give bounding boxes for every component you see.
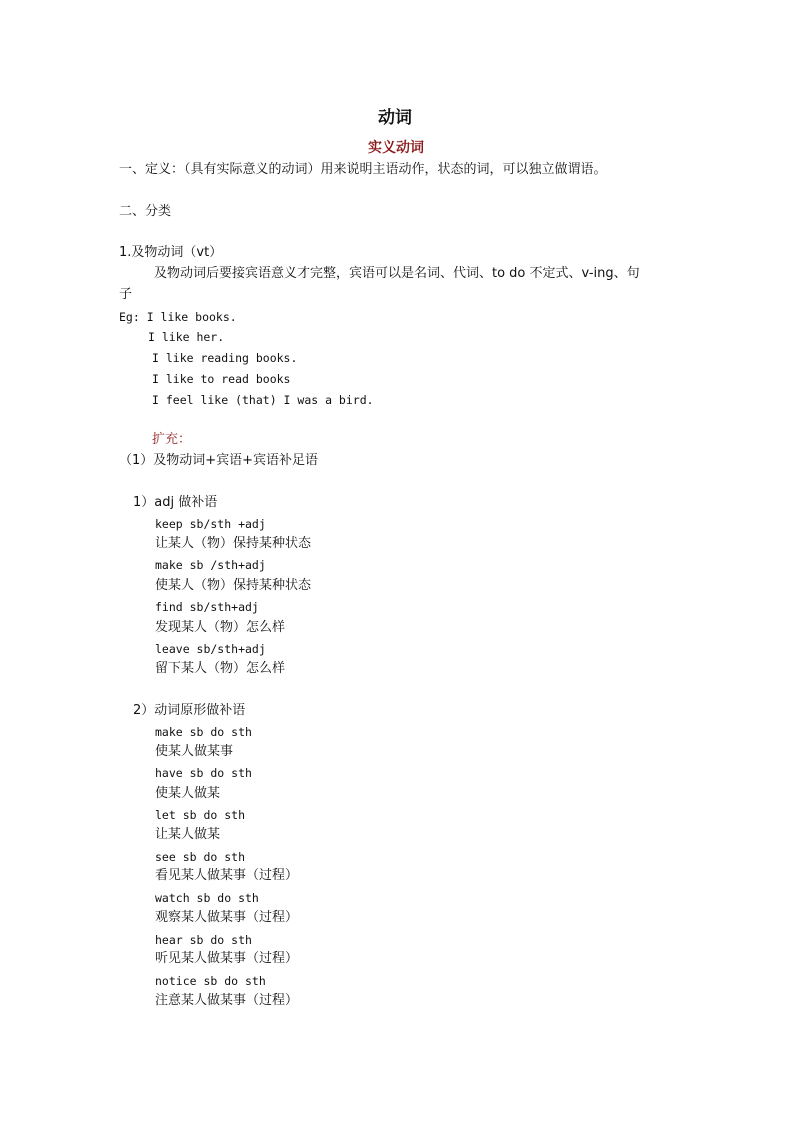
meaning-line: 留下某人（物）怎么样 [155, 661, 286, 676]
section-heading-classification: 二、分类 [119, 204, 172, 219]
bare-infinitive-heading: 2）动词原形做补语 [133, 703, 246, 718]
pattern-line: keep sb/sth +adj [155, 517, 266, 531]
meaning-line: 看见某人做某事（过程） [155, 868, 299, 883]
meaning-line: 发现某人（物）怎么样 [155, 620, 286, 635]
extension-heading: （1）及物动词+宾语+宾语补足语 [119, 453, 319, 468]
meaning-line: 使某人做某事 [155, 744, 234, 759]
example-line: I like reading books. [152, 351, 298, 365]
example-line: I like to read books [152, 372, 291, 386]
transitive-verb-desc-line2: 子 [119, 287, 133, 302]
pattern-line: make sb /sth+adj [155, 558, 266, 572]
pattern-line: see sb do sth [155, 850, 246, 864]
pattern-line: find sb/sth+adj [155, 600, 259, 614]
pattern-line: notice sb do sth [155, 974, 266, 988]
meaning-line: 观察某人做某事（过程） [155, 910, 299, 925]
transitive-verb-heading: 1.及物动词（vt） [119, 245, 223, 260]
adj-complement-heading: 1）adj 做补语 [133, 495, 218, 510]
meaning-line: 使某人做某 [155, 786, 221, 801]
meaning-line: 听见某人做某事（过程） [155, 951, 299, 966]
meaning-line: 注意某人做某事（过程） [155, 993, 299, 1008]
pattern-line: watch sb do sth [155, 891, 259, 905]
example-line: Eg: I like books. [119, 310, 237, 324]
pattern-line: have sb do sth [155, 766, 252, 780]
pattern-line: let sb do sth [155, 808, 246, 822]
pattern-line: leave sb/sth+adj [155, 642, 266, 656]
definition-line: 一、定义：（具有实际意义的动词）用来说明主语动作，状态的词，可以独立做谓语。 [119, 162, 607, 177]
example-line: I like her. [148, 330, 225, 344]
meaning-line: 让某人做某 [155, 827, 221, 842]
pattern-line: make sb do sth [155, 725, 252, 739]
extension-label: 扩充： [152, 432, 192, 447]
page-subtitle: 实义动词 [368, 140, 424, 156]
transitive-verb-desc-line1: 及物动词后要接宾语意义才完整，宾语可以是名词、代词、to do 不定式、v-ing、句 [154, 266, 640, 281]
example-line: I feel like (that) I was a bird. [152, 393, 374, 407]
pattern-line: hear sb do sth [155, 933, 252, 947]
meaning-line: 让某人（物）保持某种状态 [155, 536, 312, 551]
meaning-line: 使某人（物）保持某种状态 [155, 578, 312, 593]
page-title: 动词 [378, 108, 412, 128]
